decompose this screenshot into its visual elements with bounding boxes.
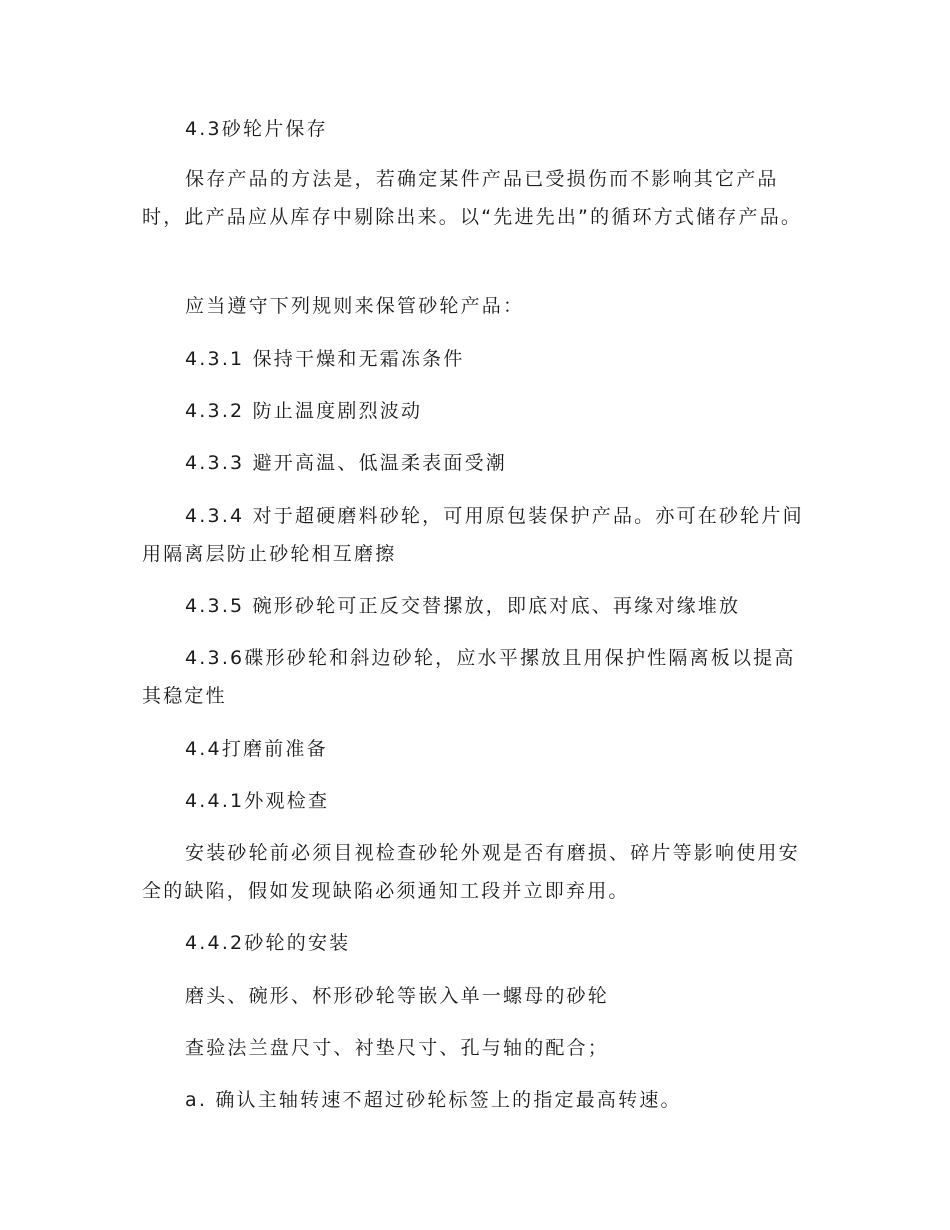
rule-4-3-6: 4.3.6碟形砂轮和斜边砂轮，应水平摞放且用保护性隔离板以提高其稳定性 bbox=[142, 647, 796, 707]
paragraph-check-flange: 查验法兰盘尺寸、衬垫尺寸、孔与轴的配合； bbox=[185, 1037, 610, 1059]
paragraph-visual-inspection: 安装砂轮前必须目视检查砂轮外观是否有磨损、碎片等影响使用安全的缺陷，假如发现缺陷必须通知工段并立即弃用。 bbox=[142, 842, 800, 902]
section-heading-4-4: 4.4打磨前准备 bbox=[185, 738, 328, 760]
section-heading-4-3: 4.3砂轮片保存 bbox=[185, 118, 328, 140]
paragraph-rules-intro: 应当遵守下列规则来保管砂轮产品： bbox=[185, 295, 525, 317]
section-heading-4-4-2: 4.4.2砂轮的安装 bbox=[185, 932, 351, 954]
rule-4-3-1: 4.3.1 保持干燥和无霜冻条件 bbox=[185, 348, 465, 370]
rule-4-3-2: 4.3.2 防止温度剧烈波动 bbox=[185, 400, 423, 422]
rule-4-3-3: 4.3.3 避开高温、低温柔表面受潮 bbox=[185, 452, 507, 474]
rule-4-3-4: 4.3.4 对于超硬磨料砂轮，可用原包装保护产品。亦可在砂轮片间用隔离层防止砂轮相互磨擦 bbox=[142, 505, 804, 565]
paragraph-wheel-types: 磨头、碗形、杯形砂轮等嵌入单一螺母的砂轮 bbox=[185, 985, 610, 1007]
rule-4-3-5: 4.3.5 碗形砂轮可正反交替摞放，即底对底、再缘对缘堆放 bbox=[185, 595, 741, 617]
paragraph-storage-method: 保存产品的方法是，若确定某件产品已受损伤而不影响其它产品时，此产品应从库存中剔除出来。以“先进先出”的循环方式储存产品。 bbox=[142, 168, 803, 228]
item-a-spindle-speed: a. 确认主轴转速不超过砂轮标签上的指定最高转速。 bbox=[185, 1089, 682, 1111]
section-heading-4-4-1: 4.4.1外观检查 bbox=[185, 790, 330, 812]
